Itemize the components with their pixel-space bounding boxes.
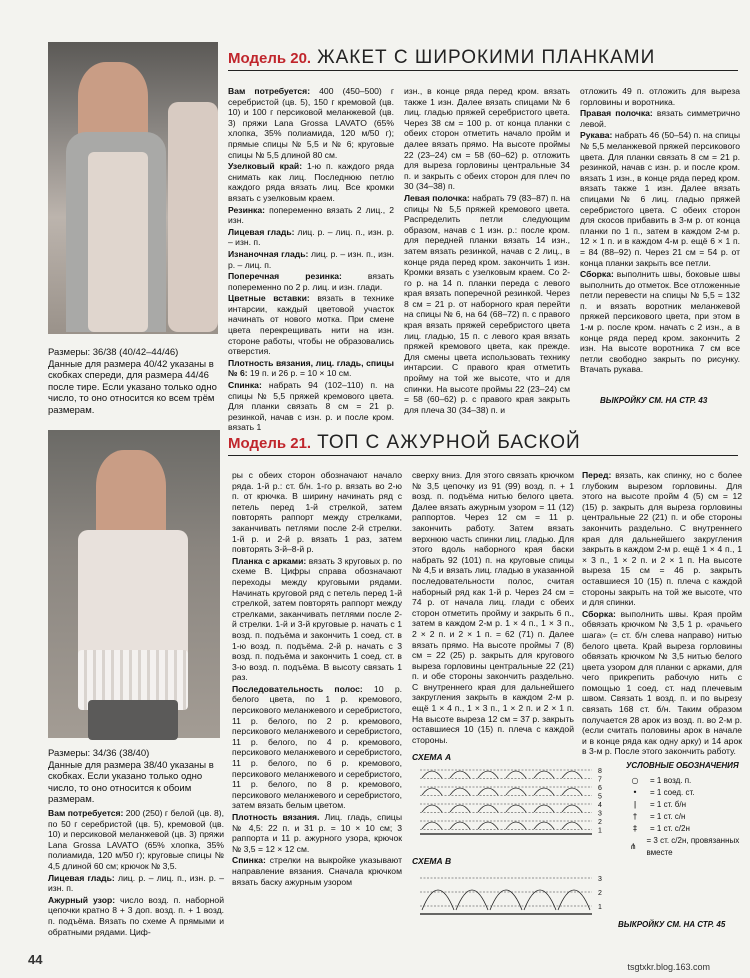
scheme-a-fan: [422, 822, 442, 829]
paragraph-text: лиц. р. – лиц. п., изн. р. – изн. п.: [228, 226, 394, 248]
legend-text: = 1 ст. б/н: [650, 800, 687, 809]
legend-row: [626, 823, 744, 835]
legend-row: [626, 811, 744, 823]
paragraph: [228, 205, 394, 226]
symbols-legend: [626, 760, 744, 859]
scheme-a-fan: [422, 771, 442, 778]
paragraph-text: 19 п. и 26 р. = 10 × 10 см.: [247, 368, 352, 379]
paragraph: [232, 556, 402, 683]
paragraph: [48, 873, 224, 894]
scheme-b-arch: [524, 890, 556, 910]
paragraph-heading: Планка с арками:: [232, 555, 307, 566]
scheme-a-fan: [562, 788, 582, 795]
paragraph-text: 200 (250) г белой (цв. 8), по 50 г серебристой (цв. 5), кремовой (цв. 10) и персиковой меланжевой (цв. 3) пряжи Lana Grossa LAVATO (65% хлопка, 35% полиамида, 120 м/50 г); круговые спицы № 4,5 длиной 60 см; крючок № 3,5.: [48, 808, 224, 871]
scheme-a-row-label: 6: [598, 785, 602, 792]
legend-symbol: ⋔: [629, 842, 637, 851]
legend-title: УСЛОВНЫЕ ОБОЗНАЧЕНИЯ: [626, 761, 739, 770]
model20-pattern-ref: ВЫКРОЙКУ СМ. НА СТР. 43: [600, 396, 708, 405]
model21-pattern-ref: ВЫКРОЙКУ СМ. НА СТР. 45: [618, 920, 726, 929]
scheme-b-row-label: 1: [598, 904, 602, 911]
legend-text: = 1 ст. с/2н: [650, 824, 690, 833]
model20-col3: [580, 86, 740, 386]
watermark-url: tsgtxkr.blog.163.com: [627, 962, 710, 972]
legend-row: [626, 799, 744, 811]
legend-text: = 1 возд. п.: [650, 776, 692, 785]
model20-header: [228, 40, 738, 71]
scheme-a-fan: [478, 805, 498, 812]
paragraph-heading: Сборка:: [580, 269, 614, 280]
paragraph-heading: Изнаночная гладь:: [228, 248, 309, 259]
model21-sizes: Размеры: 34/36 (38/40) Данные для размера 38/40 указаны в скобках. Если указано только одно число, то оно относится к обоим размерам.: [48, 748, 214, 805]
scheme-b-row-label: 2: [598, 890, 602, 897]
paragraph-text: 10 р. белого цвета, по 1 р. кремового, персикового меланжевого и серебристого, 11 р. белого, по 2 р. кремового, персикового меланжевого и серебристого, 11 р. белого, по 4 р. кремового, персикового меланжевого и серебристого, 11 р. белого, по 6 р. кремового, персикового меланжевого и серебристого, 11 р. белого, по 8 р. кремового, персикового меланжевого и серебристого, затем вязать белым цветом.: [232, 683, 402, 811]
paragraph-text: набрать 79 (83–87) п. на спицы № 5,5 пряжей кремового цвета. Распределить петли следующим образом, начав с 1 изн. р.: после кром. для передней планки вязать 14 изн., затем вязать резинкой, начав с 2 лиц., в конце ряда перед кром. закончить 1 изн. Кромки вязать с узелковым краем. Со 2-го р. на 14 п. планки переда с левого края вязать поперечной резинкой. Через 8 см = 21 р. от наборного края перейти на спицы № 6, на 64 (68–72) п. с правого края вязать пряжей серебристого цвета лиц. гладью, 15 п. с левого края вязать пряжей кремового цвета, как прежде. Для смены цвета использовать технику интарсии. С правого края отметить пройму на той же высоте, что и для спинки. На высоте проймы 22 (23–24) см = 58 (60–62) р. с правого края закрыть для плеча 30 (34–38) п. и: [404, 192, 570, 415]
scheme-b-arch: [456, 890, 488, 910]
paragraph-heading: Вам потребуется:: [228, 86, 311, 96]
paragraph-heading: Спинка:: [232, 855, 266, 866]
legend-row: [626, 775, 744, 787]
scheme-a-fan: [506, 771, 526, 778]
scheme-a-row-label: 3: [598, 810, 602, 818]
paragraph-text: попеременно вязать 2 лиц., 2 изн.: [228, 204, 394, 226]
scheme-b-arch: [422, 890, 454, 910]
model21-col0: [48, 808, 224, 938]
model20-col1: [228, 86, 394, 433]
paragraph-heading: Цветные вставки:: [228, 293, 310, 304]
paragraph-text: изн., в конце ряда перед кром. вязать также 1 изн. Далее вязать спицами № 6 лиц. гладью пряжей серебристого цвета. Через 38 см = 100 р. от конца планки с обеих сторон отметить начало пройм и далее вязать прямо. На высоте проймы 22 (23–24) см = 58 (60–62) р. отложить для выреза горловины центральные 34 п. и закрыть с обеих сторон для плеч по 30 (34–38) п.: [404, 86, 570, 192]
paragraph-text: Лиц. гладь, спицы № 4,5: 22 п. и 31 р. = 10 × 10 см; 3 раппорта и 11 р. ажурного узора, крючок № 3,5 = 12 × 12 см.: [232, 812, 402, 854]
scheme-a-fan: [450, 805, 470, 812]
scheme-a-fan: [478, 822, 498, 829]
legend-text: = 1 ст. с/н: [650, 812, 686, 821]
scheme-a-row-label: 4: [598, 802, 602, 809]
scheme-a-fan: [534, 771, 554, 778]
scheme-a-fan: [506, 822, 526, 829]
paragraph-text: стрелки на выкройке указывают направление вязания. Сначала крючком вязать баску ажурным узором: [232, 855, 402, 887]
paragraph-heading: Лицевая гладь:: [48, 872, 115, 883]
scheme-a-fan: [562, 771, 582, 778]
paragraph-text: отложить 49 п. отложить для выреза горловины и воротника.: [580, 86, 740, 107]
paragraph-text: вязать, как спинку, но с более глубоким вырезом горловины. Для этого на высоте пройм 4 (5) см = 12 (15) р. закрыть для выреза горловины центральные 22 (21) п. и обе стороны закончить раздельно. С внутреннего края для дальнейшего закругления закрыть в каждом 2-м р. ещё 1 × 4 п., 1 × 3 п., 1 × 2 п. и 2 × 1 п. На высоте выреза 15 см = 46 р. закрыть оставшиеся 10 (15) п. плеча с каждой стороны закрыть на той же высоте, что и для спинки.: [582, 470, 742, 608]
scheme-a-fan: [534, 805, 554, 812]
paragraph-text: число возд. п. наборной цепочки кратно 8 + 3 доп. возд. п. + 1 возд. п. подъёма. Вязать по схеме А прямыми и обратными рядами. Циф-: [48, 894, 224, 937]
paragraph: [228, 271, 394, 292]
paragraph-heading: Ажурный узор:: [48, 894, 116, 905]
scheme-a-fan: [478, 788, 498, 795]
paragraph-heading: Резинка:: [228, 204, 265, 215]
paragraph-text: вязать попеременно по 2 р. лиц. и изн. глади.: [228, 271, 394, 292]
model21-col1: [232, 470, 402, 946]
scheme-b-row-label: 3: [598, 876, 602, 883]
paragraph-text: ры с обеих сторон обозначают начало ряда. 1-й р.: ст. б/н. 1-го р. вязать во 2-ю п. от крючка. В ширину начинать ряд с петель перед 1-й стрелкой, затем повторять раппорт между стрелками, заканчивать петлями после 2-й стрелки. 1-й р. и 2-й р. вязать 1 раз, затем повторять 3-й–8-й р.: [232, 470, 402, 555]
paragraph-text: вязать 3 круговых р. по схеме В. Цифры справа обозначают переходы между круговыми рядами. Начинать круговой ряд с петель перед 1-й стрелкой, затем повторять раппорт между стрелками, заканчивать петлями после 2-й стрелки. 1-й и 3-й круговые р. начать с 1 возд. п. подъёма и закончить 1 соед. ст. в 1-ю возд. п. подъёма. 2-й р. начать с 3 возд. п. подъёма и закончить 1 соед. ст. в 3-ю возд. п. подъёма. В высоту связать 1 раз.: [232, 555, 402, 683]
model20-title: ЖАКЕТ С ШИРОКИМИ ПЛАНКАМИ: [317, 47, 656, 68]
paragraph-heading: Спинка:: [228, 380, 262, 391]
paragraph: [48, 895, 224, 937]
paragraph: [232, 855, 402, 887]
paragraph: [232, 470, 402, 555]
scheme-a-fan: [562, 805, 582, 812]
legend-row: [626, 835, 744, 859]
paragraph-text: вязать симметрично левой.: [580, 108, 740, 129]
model21-title: ТОП С АЖУРНОЙ БАСКОЙ: [317, 432, 581, 453]
paragraph: [228, 358, 394, 379]
paragraph-heading: Правая полочка:: [580, 108, 653, 119]
paragraph: [228, 161, 394, 203]
paragraph: [228, 293, 394, 357]
model21-header: [228, 425, 738, 456]
legend-symbol: ‡: [633, 824, 637, 833]
scheme-a-fan: [422, 805, 442, 812]
paragraph-heading: Плотность вязания, лиц. гладь, спицы № 6:: [228, 357, 394, 379]
scheme-a-row-label: 8: [598, 768, 602, 775]
paragraph-text: сверху вниз. Для этого связать крючком № 3,5 цепочку из 91 (99) возд. п. + 1 возд. п. подъёма нитью белого цвета. Далее вязать ажурным узором = 11 (12) раппортов. Через 12 см = 11 р. закончить работу. Затем вязать верхнюю часть спинки лиц. гладью. Для этого вдоль наборного края баски набрать 92 (101) п. на круговые спицы № 4,5 и вязать лиц. гладью в указанной последовательности полос, считая наборный ряд как 1-й р. Через 24 см = 74 р. от начала лиц. глади с обеих сторон отметить пройму и закрыть 6 п., затем в каждом 2-м р. 1 × 4 п., 1 × 3 п., 2 × 2 п. и 2 × 1 п. = 62 (71) п. Далее вязать прямо. На высоте проймы 7 (8) см = 22 (25) р. закрыть для кругового выреза горловины центральные 22 (21) п. и обе стороны закончить раздельно. С внутреннего края для дальнейшего закругления закрыть в каждом 2-м р. ещё 1 × 4 п., 1 × 3 п., 1 × 2 п. и 2 × 1 п. На высоте выреза 12 см = 37 р. закрыть оставшиеся 10 (15) п. плеча с каждой стороны.: [412, 470, 574, 745]
paragraph: [228, 227, 394, 248]
scheme-a-row-label: 1: [598, 827, 602, 835]
paragraph-heading: Перед:: [582, 470, 612, 480]
model21-number: Модель 21.: [228, 435, 312, 452]
model20-number: Модель 20.: [228, 50, 312, 67]
scheme-a-fan: [562, 822, 582, 829]
paragraph-heading: Плотность вязания.: [232, 812, 320, 822]
paragraph: [582, 470, 742, 608]
scheme-a-fan: [450, 771, 470, 778]
model21-col2: [412, 470, 574, 745]
paragraph-heading: Левая полочка:: [404, 192, 470, 203]
legend-symbol: ǀ: [633, 800, 637, 809]
model21-col3: [582, 470, 742, 757]
paragraph-text: лиц. р. – лиц. п., изн. р. – изн. п.: [48, 872, 224, 894]
scheme-a-title: СХЕМА А: [412, 752, 452, 762]
paragraph: [580, 269, 740, 375]
scheme-a-fan: [450, 788, 470, 795]
legend-symbol: †: [633, 812, 637, 821]
scheme-a-diagram: [412, 764, 612, 836]
paragraph: [404, 193, 570, 415]
paragraph-heading: Сборка:: [582, 608, 616, 619]
scheme-a-fan: [506, 788, 526, 795]
scheme-a-row-label: 7: [598, 776, 602, 784]
paragraph-heading: Лицевая гладь:: [228, 226, 295, 237]
model21-photo: [48, 430, 220, 738]
scheme-b-arch: [558, 890, 590, 910]
paragraph-heading: Поперечная резинка:: [228, 271, 342, 282]
page-number: 44: [28, 952, 43, 967]
scheme-a-fan: [534, 822, 554, 829]
paragraph: [412, 470, 574, 745]
paragraph-text: выполнить швы. Края пройм обвязать крючком № 3,5 1 р. «рачьего шага» (= ст. б/н слева направо) нитью белого цвета. Край выреза горловины обвязать крючком № 3,5 нитью белого цвета узором для планки с арками, для чего прикрепить рабочую нить с помощью 1 соед. ст. над плечевым швом. Связать 1 возд. п. и по вырезу связать 168 ст. б/н. Таким образом получается 28 арок из возд. п. во 2-м р. (если считать половины арок в начале и в конце ряда как одну арку) и 14 арок в 3-м р. После этого закончить работу.: [582, 608, 742, 757]
legend-text: = 3 ст. с/2н, провязанных вместе: [646, 836, 740, 857]
legend-symbol: •: [632, 788, 638, 797]
paragraph: [232, 684, 402, 811]
scheme-a-fan: [534, 788, 554, 795]
scheme-a-row-label: 5: [598, 793, 602, 801]
paragraph: [580, 130, 740, 268]
paragraph: [582, 609, 742, 757]
paragraph: [232, 812, 402, 854]
paragraph: [228, 86, 394, 160]
paragraph-heading: Узелковый край:: [228, 161, 303, 172]
scheme-b-title: СХЕМА В: [412, 856, 452, 866]
paragraph-text: выполнить швы, боковые швы выполнить до отметок. Все отложенные петли перевести на спицы № 5,5 = 132 п. и вязать воротник меланжевой пряжей персикового цвета, при этом в 1-м р. после кром. начать с 2 изн., а в конце ряда перед кром. закончить 2 изн. На высоте воротника 7 см все петли свободно закрыть по рисунку. Втачать рукава.: [580, 269, 740, 375]
paragraph-text: набрать 46 (50–54) п. на спицы № 5,5 меланжевой пряжей персикового цвета. Для планки связать 8 см = 21 р. резинкой, начав с изн. р. и после кром. вязать 1 изн., в конце ряда перед кром. вязать также 1 изн. Далее вязать спицами № 6 лиц. гладью пряжей серебристого цвета. С обеих сторон для скосов прибавить в 3-м р. от конца планки по 1 п., затем в каждом 2-м р. 12 × 1 п. и в каждом 4-м р. ещё 6 × 1 п. = 84 (88–92) п. Через 21 см = 54 р. от конца планки закрыть все петли.: [580, 130, 740, 268]
scheme-b-arch: [490, 890, 522, 910]
paragraph: [404, 86, 570, 192]
paragraph-text: 400 (450–500) г серебристой (цв. 5), 150 г кремовой (цв. 10) и 100 г персиковой меланжевой (цв. 3) пряжи Lana Grossa LAVATO (65% хлопка, 35% полиамида, 120 м/50 г); прямые спицы № 5,5 и № 6; круговые спицы № 5,5 длиной 80 см.: [228, 86, 394, 160]
legend-text: = 1 соед. ст.: [650, 788, 695, 797]
paragraph-text: 1-ю п. каждого ряда снимать как лиц. Последнюю петлю каждого ряда вязать лиц. Все кромки вязать с узелковым краем.: [228, 161, 394, 203]
paragraph-text: лиц. р. – изн. п., изн. р. – лиц. п.: [228, 248, 394, 270]
scheme-b-diagram: [412, 870, 612, 920]
model20-photo: [48, 42, 218, 334]
scheme-a-row-label: 2: [598, 819, 602, 826]
paragraph-heading: Последовательность полос:: [232, 683, 363, 694]
scheme-a-fan: [478, 771, 498, 778]
scheme-a-fan: [506, 805, 526, 812]
scheme-a-fan: [422, 788, 442, 795]
paragraph: [580, 86, 740, 107]
legend-symbol: ○: [631, 776, 639, 785]
model20-sizes: Размеры: 36/38 (40/42–44/46) Данные для размера 40/42 указаны в скобках спереди, для размера 44/46 после тире. Если указано только одно число, то оно относится ко всем трём размерам.: [48, 347, 217, 416]
paragraph: [580, 108, 740, 129]
scheme-a-fan: [450, 822, 470, 829]
paragraph: [48, 808, 224, 872]
paragraph-text: вязать в технике интарсии, каждый цветовой участок начинать от нового мотка. При смене цвета перекрещивать нити на изн. стороне работы, чтобы не образовались отверстия.: [228, 293, 394, 357]
paragraph-text: набрать 94 (102–110) п. на спицы № 5,5 пряжей кремового цвета. Для планки связать 8 см = 21 р. резинкой, начав с изн. р. и после кром. вязать 1: [228, 380, 394, 433]
model20-col2: [404, 86, 570, 416]
paragraph-heading: Рукава:: [580, 130, 613, 141]
legend-row: [626, 787, 744, 799]
paragraph: [228, 249, 394, 270]
paragraph-heading: Вам потребуется:: [48, 808, 124, 818]
